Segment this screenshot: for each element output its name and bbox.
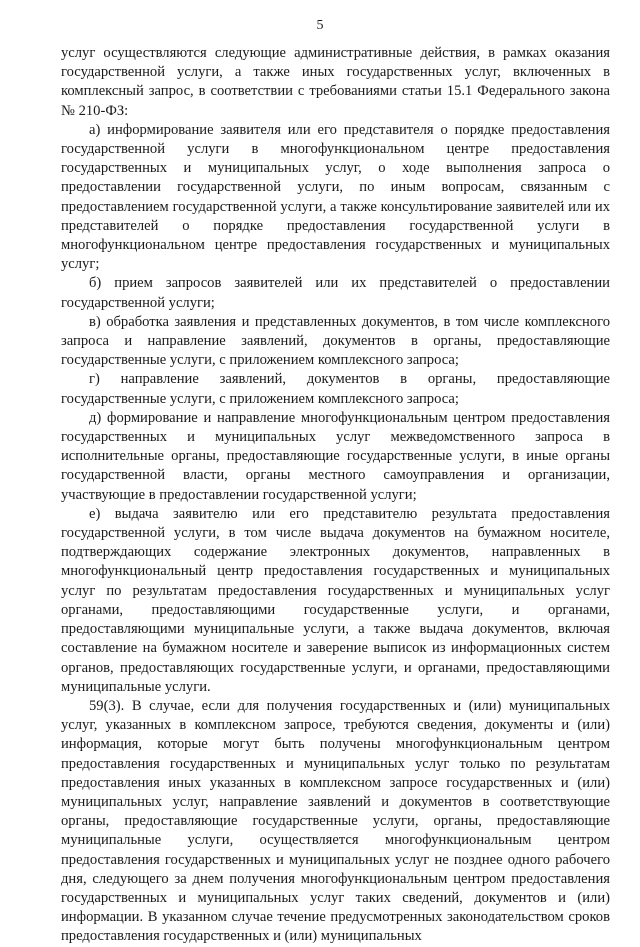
paragraph-item-v: в) обработка заявления и представленных документов, в том числе комплексного запроса и направление заявлений, документов в органы, предоставляющие государственные услуги, с приложением комплексного запроса; — [61, 313, 610, 369]
document-body — [61, 44, 610, 947]
paragraph-item-a: а) информирование заявителя или его представителя о порядке предоставления государственной услуги в многофункциональном центре предоставления государственных и муниципальных услуг, о ходе выполнения запроса о предоставлении государственной услуги, по иным вопросам, связанным с предоставлением государственной услуги, а также консультирование заявителей или их представителей о порядке предоставления государственной услуги в многофункциональном центре предоставления государственных и муниципальных услуг; — [61, 121, 610, 273]
paragraph-item-d: д) формирование и направление многофункциональным центром предоставления государственных и муниципальных услуг межведомственного запроса в исполнительные органы, предоставляющие государственные услуги, в иные органы государственной власти, органы местного самоуправления и организации, участвующие в предоставлении государственной услуги; — [61, 409, 610, 503]
paragraph-59-3: 59(3). В случае, если для получения государственных и (или) муниципальных услуг, указанных в комплексном запросе, требуются сведения, документы и (или) информация, которые могут быть получены многофункциональным центром предоставления государственных и муниципальных услуг только по результатам предоставления иных указанных в комплексном запросе государственных и (или) муниципальных услуг, направление заявлений и документов в соответствующие органы, предоставляющие государственные услуги, органы, предоставляющие муниципальные услуги, осуществляется многофункциональным центром предоставления государственных и муниципальных услуг не позднее одного рабочего дня, следующего за днем получения многофункциональным центром предоставления государственных и муниципальных услуг таких сведений, документов и (или) информации. В указанном случае течение предусмотренных законодательством сроков предоставления государственных и (или) муниципальных — [61, 697, 610, 945]
page-number: 5 — [316, 18, 324, 33]
paragraph-item-e: е) выдача заявителю или его представителю результата предоставления государственной услуги, в том числе выдача документов на бумажном носителе, подтверждающих содержание электронных документов, направленных в многофункциональный центр предоставления государственных и муниципальных услуг по результатам предоставления государственных и муниципальных услуг органами, предоставляющими государственные услуги, и органами, предоставляющими муниципальные услуги, а также выдача документов, включая составление на бумажном носителе и заверение выписок из информационных систем органов, предоставляющих государственные услуги, и органами, предоставляющими муниципальные услуги. — [61, 505, 610, 695]
paragraph-item-b: б) прием запросов заявителей или их представителей о предоставлении государственной услуги; — [61, 275, 610, 311]
paragraph-item-g: г) направление заявлений, документов в органы, предоставляющие государственные услуги, с приложением комплексного запроса; — [61, 371, 610, 407]
paragraph-intro: услуг осуществляются следующие административные действия, в рамках оказания государственной услуги, а также иных государственных услуг, включенных в комплексный запрос, в соответствии с требованиями статьи 15.1 Федерального закона № 210-ФЗ: — [61, 45, 610, 119]
